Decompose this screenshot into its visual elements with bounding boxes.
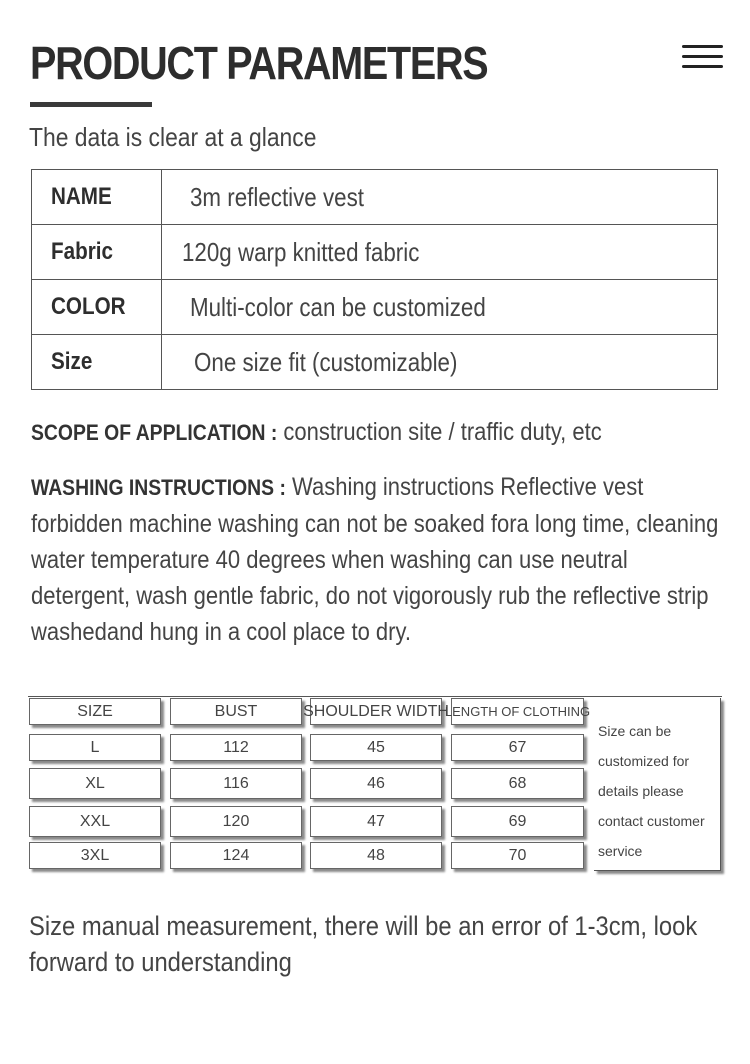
scope-of-application [31,414,731,451]
header-cell: SIZE [29,698,161,725]
value-cell: 69 [451,806,584,837]
value-cell: 47 [310,806,442,837]
value-cell: 46 [310,768,442,799]
table-row [32,280,718,335]
size-chart [28,696,722,874]
header-cell: SHOULDER WIDTH [310,698,442,725]
value-cell: 124 [170,842,302,869]
page-subtitle: The data is clear at a glance [29,122,317,152]
page-title: PRODUCT PARAMETERS [30,37,488,89]
size-cell: 3XL [29,842,161,869]
param-value: One size fit (customizable) [162,335,718,390]
value-cell: 48 [310,842,442,869]
washing-label: WASHING INSTRUCTIONS : [31,475,286,500]
size-cell: XXL [29,806,161,837]
header-cell: LENGTH OF CLOTHING [451,698,584,725]
washing-instructions [31,469,731,650]
size-cell: L [29,734,161,761]
menu-icon-bar [682,55,723,58]
value-cell: 116 [170,768,302,799]
value-cell: 45 [310,734,442,761]
table-row [32,170,718,225]
size-chart-note: Size can be customized for details please contact customer service [594,698,721,871]
param-key: NAME [32,170,162,225]
param-key: Fabric [32,225,162,280]
washing-text: Washing instructions Reflective vest forbidden machine washing can not be soaked fora long time, cleaning water temperature 40 degrees when washing can use neutral detergent, wash gentle fabric, do not vigorously rub the reflective strip washedand hung in a cool place to dry. [31,473,719,646]
value-cell: 70 [451,842,584,869]
table-row [32,335,718,390]
value-cell: 68 [451,768,584,799]
menu-icon[interactable] [682,42,724,72]
title-underline [30,102,152,107]
param-key: Size [32,335,162,390]
chart-top-border [28,696,722,697]
scope-text: construction site / traffic duty, etc [283,418,602,446]
scope-label: SCOPE OF APPLICATION : [31,420,278,445]
parameters-table [31,169,718,390]
param-value: Multi-color can be customized [162,280,718,335]
header-cell: BUST [170,698,302,725]
value-cell: 112 [170,734,302,761]
measurement-footnote: Size manual measurement, there will be an error of 1-3cm, look forward to understanding [29,911,698,977]
size-cell: XL [29,768,161,799]
table-row [32,225,718,280]
value-cell: 67 [451,734,584,761]
menu-icon-bar [682,65,723,68]
value-cell: 120 [170,806,302,837]
param-value: 3m reflective vest [162,170,718,225]
menu-icon-bar [682,45,723,48]
param-value: 120g warp knitted fabric [162,225,718,280]
param-key: COLOR [32,280,162,335]
